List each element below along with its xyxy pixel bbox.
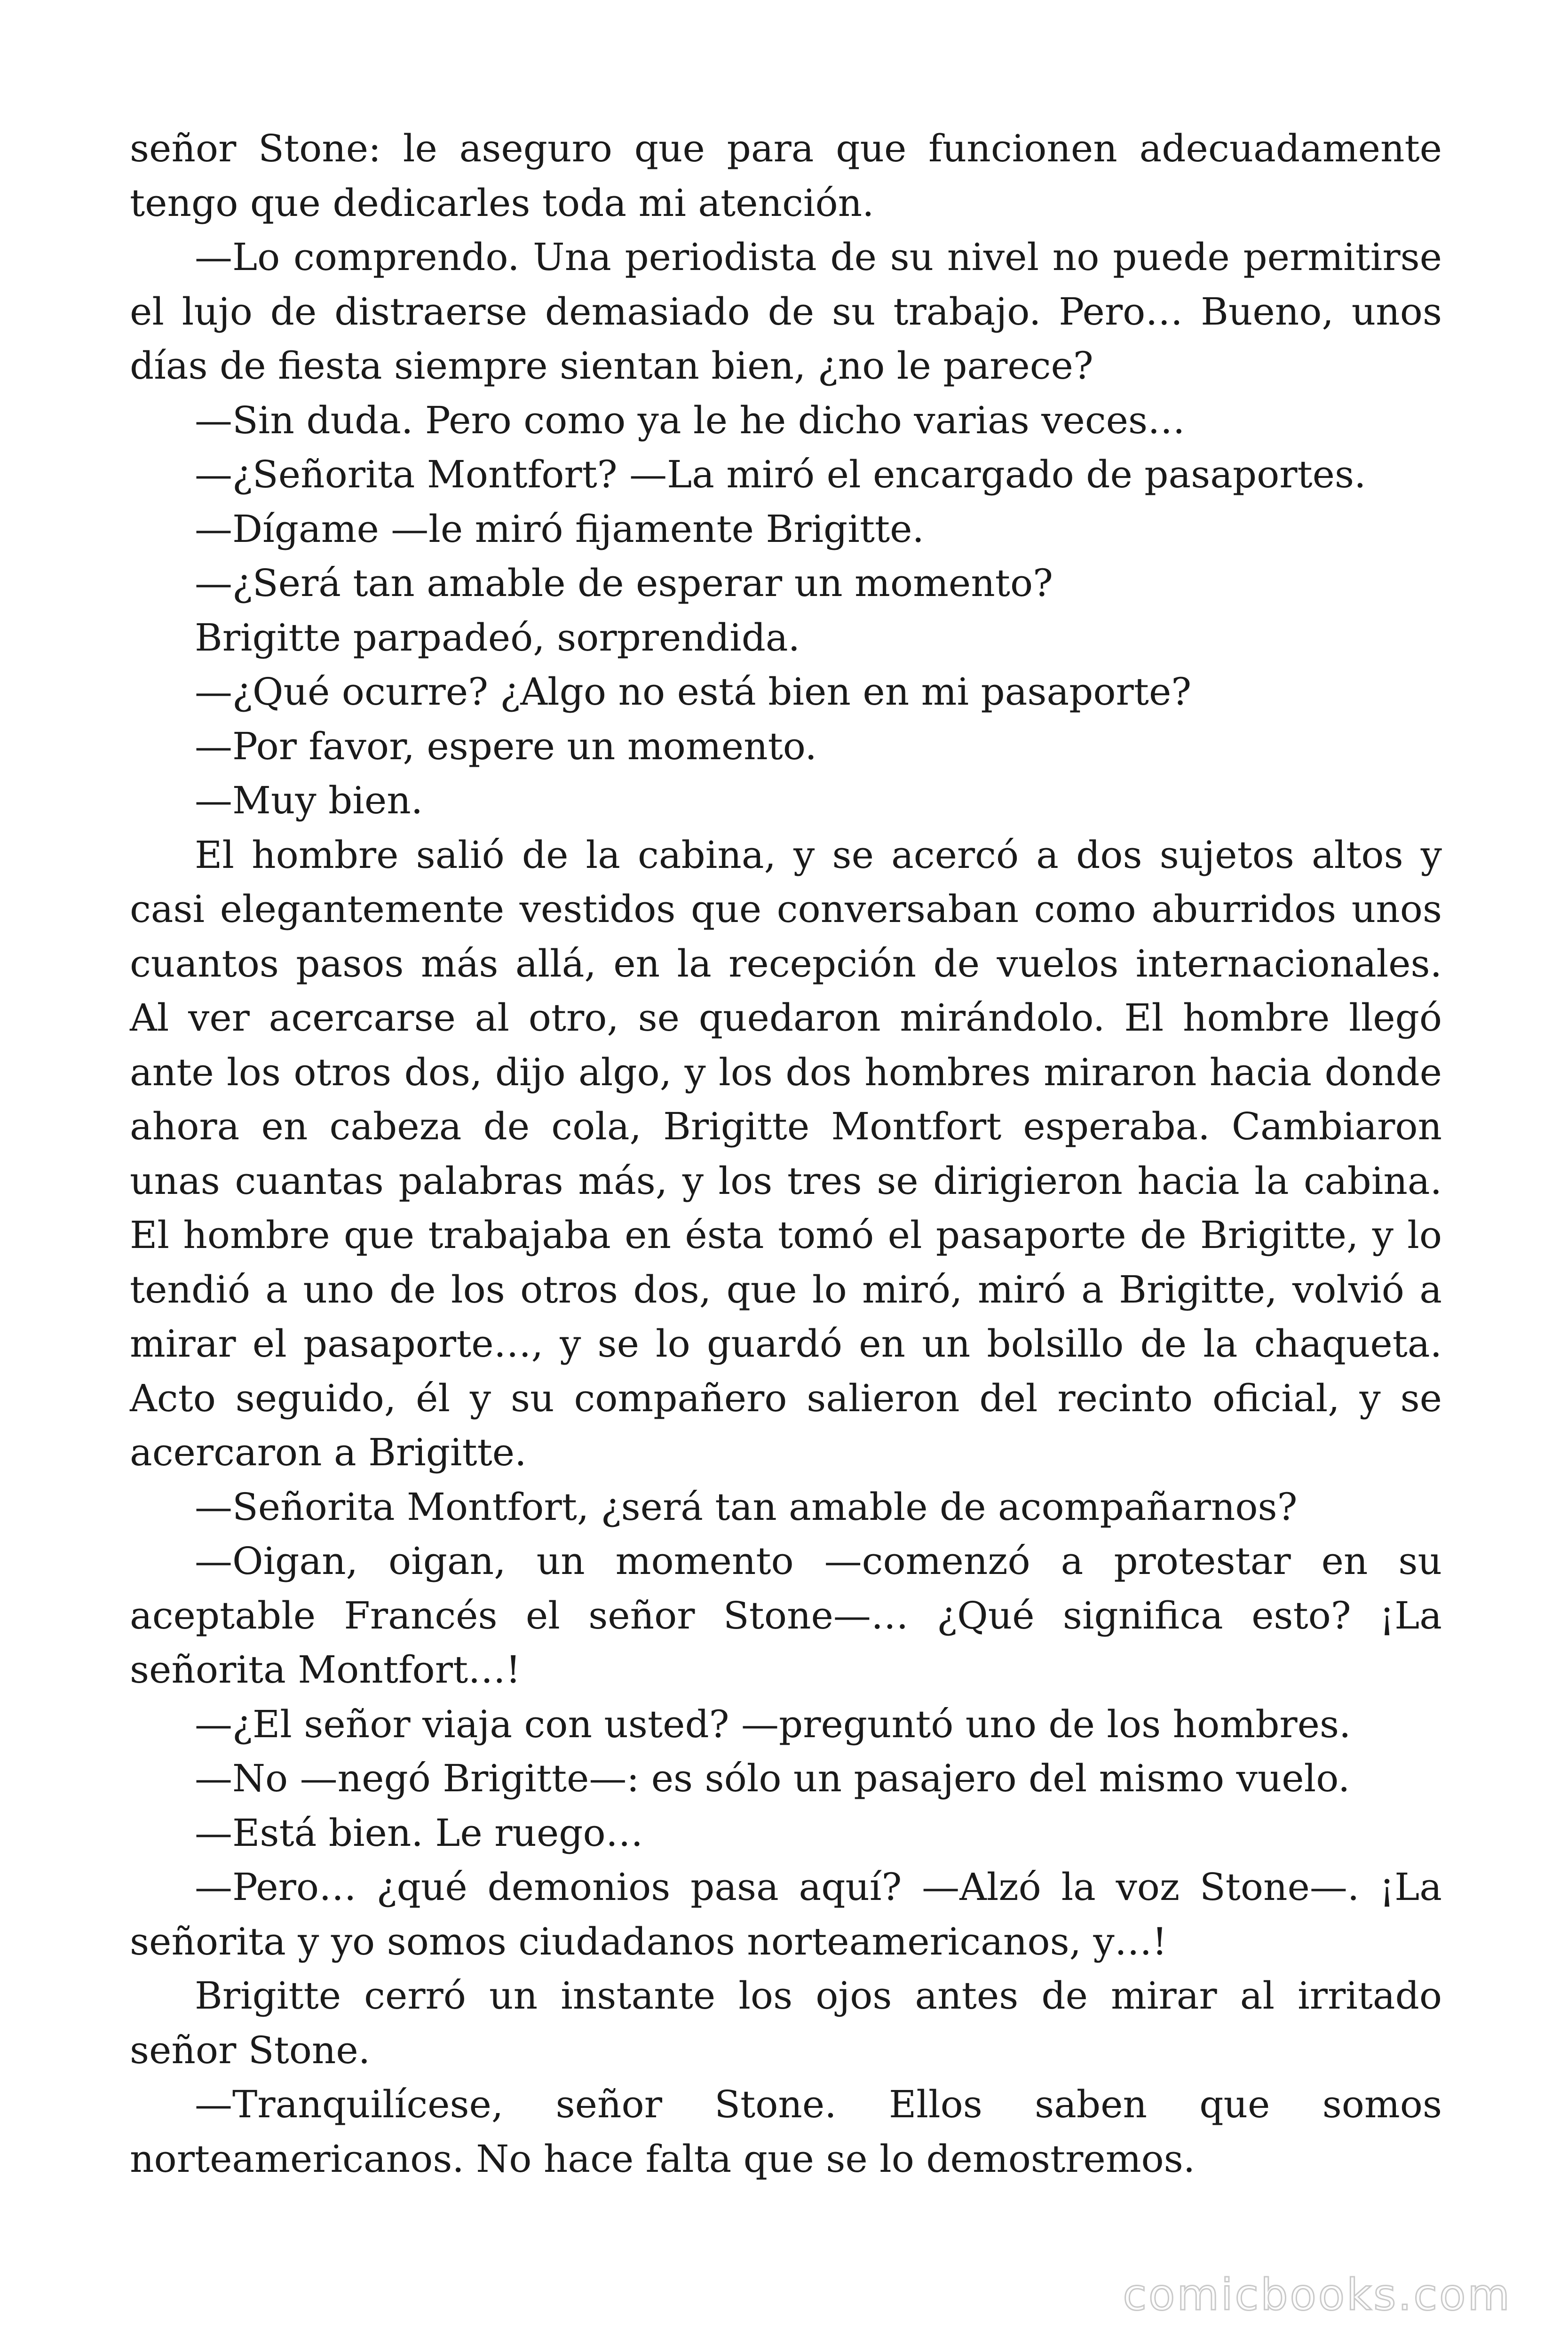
paragraph: —Dígame —le miró fijamente Brigitte.: [195, 507, 924, 551]
paragraph: —Señorita Montfort, ¿será tan amable de acompañarnos?: [195, 1485, 1298, 1529]
paragraph: —Oigan, oigan, un momento —comenzó a protestar en su aceptable Francés el señor Stone—… ¿Qué significa esto? ¡La señorita Montfort…!: [130, 1539, 1442, 1692]
paragraph: —Por favor, espere un momento.: [195, 724, 817, 768]
paragraph: señor Stone: le aseguro que para que funcionen adecuadamente tengo que dedicarles toda mi atención.: [130, 127, 1442, 225]
paragraph: —¿Señorita Montfort? —La miró el encargado de pasaportes.: [195, 453, 1366, 496]
watermark-logo: comicbooks.com: [1123, 2270, 1512, 2320]
paragraph: —Muy bien.: [195, 779, 423, 822]
paragraph: —Pero… ¿qué demonios pasa aquí? —Alzó la voz Stone—. ¡La señorita y yo somos ciudadanos norteamericanos, y…!: [130, 1865, 1442, 1963]
paragraph: Brigitte parpadeó, sorprendida.: [195, 615, 800, 660]
paragraph: —¿El señor viaja con usted? —preguntó uno de los hombres.: [195, 1702, 1351, 1746]
paragraph: —Lo comprendo. Una periodista de su nivel no puede permitirse el lujo de distraerse demasiado de su trabajo. Pero… Bueno, unos días de fiesta siempre sientan bien, ¿no le parece?: [130, 235, 1442, 388]
page-body: [130, 121, 1442, 2186]
paragraph: —¿Será tan amable de esperar un momento?: [195, 561, 1053, 605]
paragraph: —Sin duda. Pero como ya le he dicho varias veces…: [195, 398, 1186, 442]
paragraph: —Está bien. Le ruego…: [195, 1811, 643, 1855]
paragraph: El hombre salió de la cabina, y se acercó a dos sujetos altos y casi elegantemente vestidos que conversaban como aburridos unos cuantos pasos más allá, en la recepción de vuelos internacionales. Al ver acercarse al otro, se quedaron mirándolo. El hombre llegó ante los otros dos, dijo algo, y los dos hombres miraron hacia donde ahora en cabeza de cola, Brigitte Montfort esperaba. Cambiaron unas cuantas palabras más, y los tres se dirigieron hacia la cabina. El hombre que trabajaba en ésta tomó el pasaporte de Brigitte, y lo tendió a uno de los otros dos, que lo miró, miró a Brigitte, volvió a mirar el pasaporte…, y se lo guardó en un bolsillo de la chaqueta. Acto seguido, él y su compañero salieron del recinto oficial, y se acercaron a Brigitte.: [130, 833, 1442, 1474]
paragraph: Brigitte cerró un instante los ojos antes de mirar al irritado señor Stone.: [130, 1974, 1442, 2072]
paragraph: —¿Qué ocurre? ¿Algo no está bien en mi pasaporte?: [195, 670, 1192, 714]
paragraph: —Tranquilícese, señor Stone. Ellos saben que somos norteamericanos. No hace falta que se lo demostremos.: [130, 2082, 1442, 2181]
paragraph: —No —negó Brigitte—: es sólo un pasajero del mismo vuelo.: [195, 1756, 1350, 1800]
